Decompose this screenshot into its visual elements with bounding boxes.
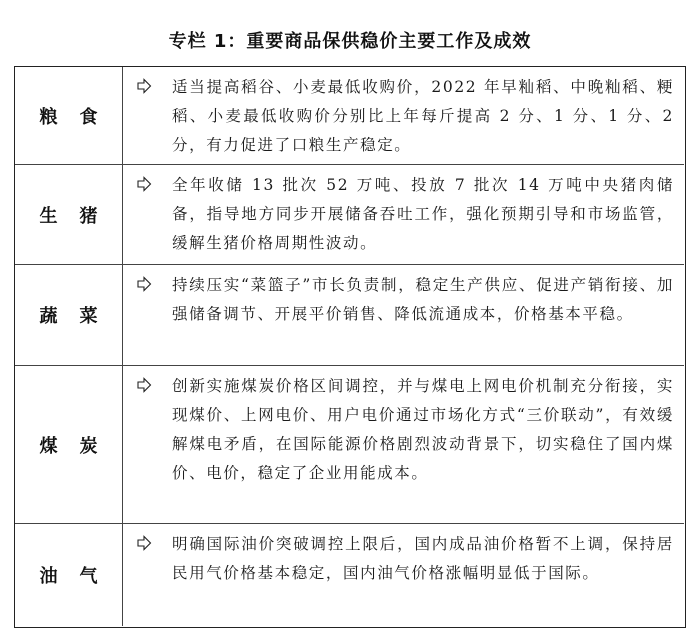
category-label-oil-gas: 油气 <box>15 524 123 626</box>
page-title: 专栏 1：重要商品保供稳价主要工作及成效 <box>168 31 532 52</box>
arrow-bullet-icon <box>136 377 152 393</box>
table-row-coal <box>15 366 684 524</box>
row-description-coal: 创新实施煤炭价格区间调控，并与煤电上网电价机制充分衔接，实现煤价、上网电价、用户电价通过市场化方式“三价联动”，有效缓解煤电矛盾，在国际能源价格剧烈波动背景下，切实稳住了国内煤价、电价，稳定了企业用能成本。 <box>172 377 674 482</box>
category-label-grain: 粮食 <box>15 67 123 164</box>
arrow-bullet-icon <box>136 276 152 292</box>
category-label-vegetable: 蔬菜 <box>15 265 123 365</box>
arrow-bullet-icon <box>136 176 152 192</box>
table-row-oil-gas <box>15 524 684 626</box>
table-row-pig <box>15 165 684 265</box>
arrow-bullet-icon <box>136 78 152 94</box>
table-row-vegetable <box>15 265 684 366</box>
info-box <box>14 66 686 628</box>
row-description-pig: 全年收储 13 批次 52 万吨、投放 7 批次 14 万吨中央猪肉储备，指导地方同步开展储备吞吐工作，强化预期引导和市场监管，缓解生猪价格周期性波动。 <box>172 176 674 252</box>
row-description-vegetable: 持续压实“菜篮子”市长负责制，稳定生产供应、促进产销衔接、加强储备调节、开展平价销售、降低流通成本，价格基本平稳。 <box>172 276 674 323</box>
category-label-coal: 煤炭 <box>15 366 123 523</box>
table-row-grain <box>15 67 684 165</box>
row-description-grain: 适当提高稻谷、小麦最低收购价，2022 年早籼稻、中晚籼稻、粳稻、小麦最低收购价分别比上年每斤提高 2 分、1 分、1 分、2 分，有力促进了口粮生产稳定。 <box>172 78 674 154</box>
row-description-oil-gas: 明确国际油价突破调控上限后，国内成品油价格暂不上调，保持居民用气价格基本稳定，国内油气价格涨幅明显低于国际。 <box>172 535 674 582</box>
arrow-bullet-icon <box>136 535 152 551</box>
category-label-pig: 生猪 <box>15 165 123 264</box>
